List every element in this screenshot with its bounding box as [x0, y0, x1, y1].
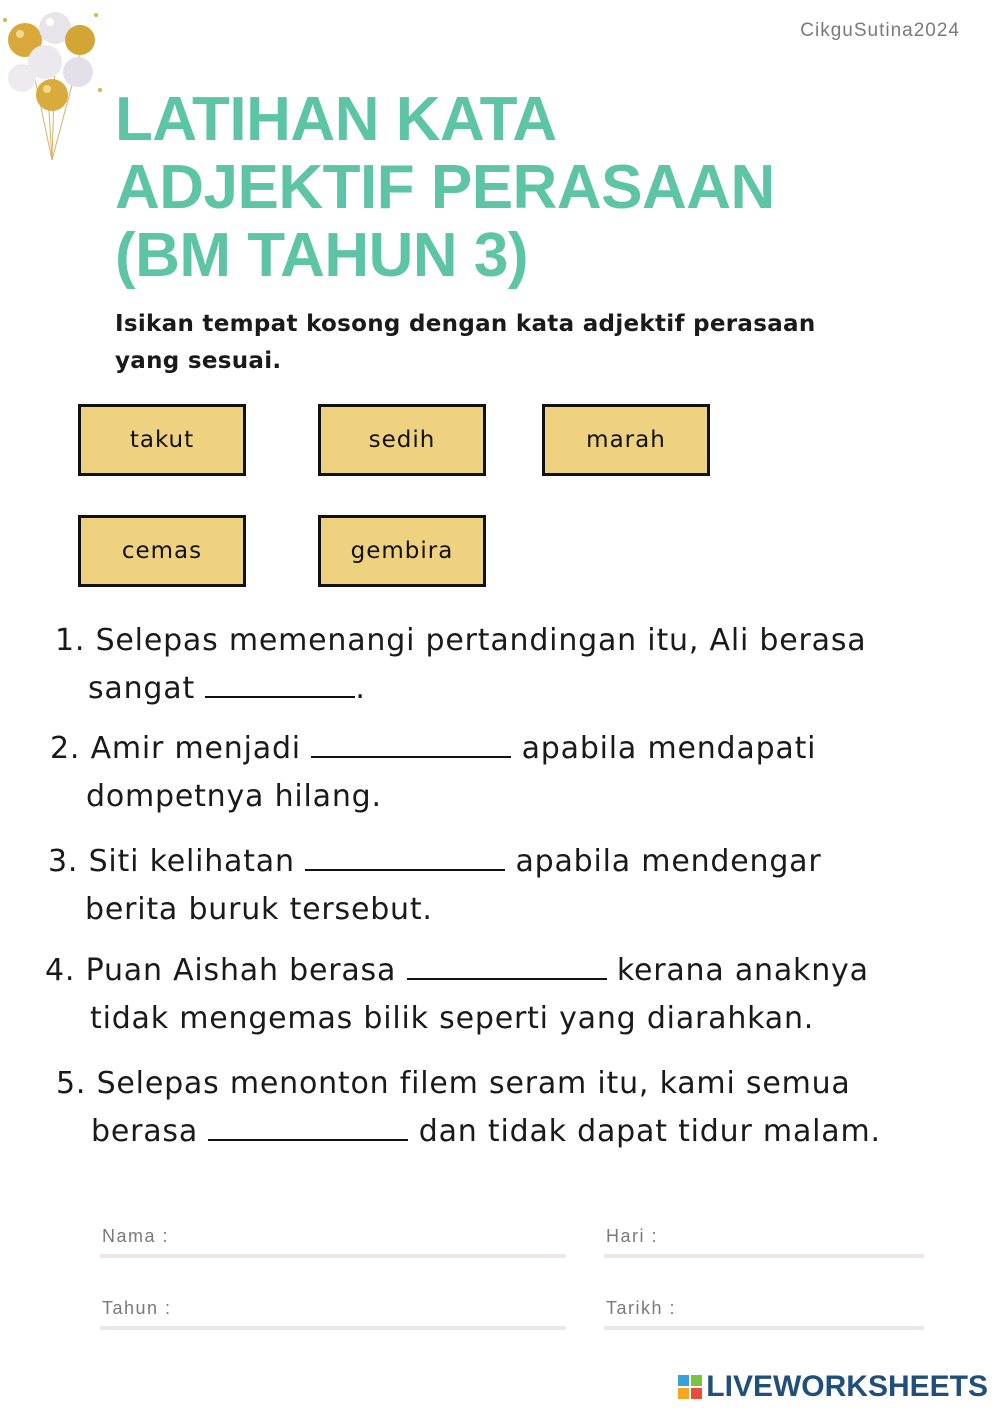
question-text: Puan Aishah berasa	[85, 953, 397, 988]
instruction-text: Isikan tempat kosong dengan kata adjektif perasaan yang sesuai.	[115, 311, 816, 374]
year-field	[100, 1298, 566, 1332]
title-line-2: ADJEKTIF PERASAAN	[115, 153, 775, 222]
question-text: Amir menjadi	[90, 731, 301, 766]
question-2	[50, 725, 816, 821]
question-number: 1.	[55, 623, 86, 658]
question-number: 5.	[56, 1066, 87, 1101]
question-text: sangat	[88, 671, 196, 706]
answer-blank[interactable]	[205, 666, 355, 698]
question-number: 4.	[45, 953, 76, 988]
name-field	[100, 1226, 566, 1260]
balloons-decoration	[0, 0, 110, 170]
question-text: Selepas memenangi pertandingan itu, Ali berasa	[95, 623, 867, 658]
question-text: tidak mengemas bilik seperti yang diarahkan.	[90, 1001, 815, 1036]
question-number: 2.	[50, 731, 81, 766]
liveworksheets-brand[interactable]	[678, 1370, 988, 1404]
word-bank-item[interactable]: sedih	[318, 404, 486, 476]
question-text: berita buruk tersebut.	[85, 892, 433, 927]
date-field	[604, 1298, 924, 1332]
answer-blank[interactable]	[311, 726, 511, 758]
question-text: apabila mendengar	[515, 844, 822, 879]
word-bank-item[interactable]: gembira	[318, 515, 486, 587]
name-label: Nama :	[102, 1226, 170, 1246]
question-text: dompetnya hilang.	[86, 779, 382, 814]
day-input[interactable]	[684, 1222, 918, 1252]
year-underline	[100, 1326, 566, 1330]
day-underline	[604, 1254, 924, 1258]
year-label: Tahun :	[102, 1298, 172, 1318]
word-bank-item[interactable]: takut	[78, 404, 246, 476]
year-input[interactable]	[180, 1294, 560, 1324]
title-line-1: LATIHAN KATA	[115, 85, 557, 154]
date-input[interactable]	[684, 1294, 918, 1324]
name-input[interactable]	[180, 1222, 560, 1252]
question-text: apabila mendapati	[521, 731, 817, 766]
question-text: Siti kelihatan	[88, 844, 295, 879]
question-text: berasa	[91, 1114, 199, 1149]
question-text: Selepas menonton filem seram itu, kami semua	[96, 1066, 851, 1101]
question-text: dan tidak dapat tidur malam.	[418, 1114, 881, 1149]
date-underline	[604, 1326, 924, 1330]
question-text: kerana anaknya	[616, 953, 869, 988]
title-line-3: (BM TAHUN 3)	[115, 221, 529, 290]
question-5	[56, 1060, 881, 1156]
day-field	[604, 1226, 924, 1260]
word-bank-item[interactable]: cemas	[78, 515, 246, 587]
brand-name: LIVEWORKSHEETS	[706, 1370, 988, 1403]
author-credit: CikguSutina2024	[800, 20, 960, 41]
question-1	[55, 617, 866, 713]
question-number: 3.	[48, 844, 79, 879]
name-underline	[100, 1254, 566, 1258]
answer-blank[interactable]	[407, 948, 607, 980]
word-bank-item[interactable]: marah	[542, 404, 710, 476]
question-4	[45, 947, 869, 1043]
day-label: Hari :	[606, 1226, 659, 1246]
question-3	[48, 838, 821, 934]
worksheet-title	[115, 86, 775, 290]
date-label: Tarikh :	[606, 1298, 677, 1318]
answer-blank[interactable]	[305, 839, 505, 871]
liveworksheets-logo-icon	[678, 1375, 702, 1399]
question-text: .	[355, 671, 366, 706]
answer-blank[interactable]	[208, 1109, 408, 1141]
